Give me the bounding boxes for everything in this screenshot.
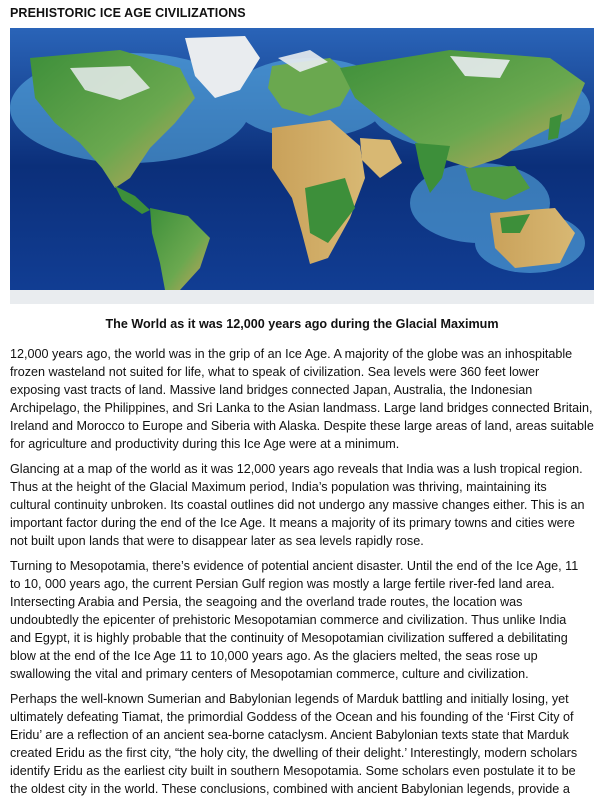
paragraph-line: blow at the end of the Ice Age 11 to 10,000 years ago. As the glaciers melted, the seas rose up xyxy=(10,649,538,663)
world-map-image xyxy=(10,28,594,304)
paragraph-line: ultimately defeating Tiamat, the primordial Goddess of the Ocean and his founding of the ‘First City of xyxy=(10,710,574,724)
paragraph-line: for agriculture and productivity during this Ice Age were at a minimum. xyxy=(10,437,400,451)
paragraph-4 xyxy=(10,690,596,798)
paragraph-line: to 10, 000 years ago, the current Persian Gulf region was mostly a large fertile river-fed land area. xyxy=(10,577,555,591)
paragraph-line: swallowing the vital and primary centers of Mesopotamian commerce, culture and civilization. xyxy=(10,667,529,681)
paragraph-line: Eridu’ are a reflection of an ancient sea-borne cataclysm. Ancient Babylonian texts state that Marduk xyxy=(10,728,569,742)
paragraph-line: Intersecting Arabia and Persia, the seagoing and the overland trade routes, the location was xyxy=(10,595,523,609)
paragraph-line: 12,000 years ago, the world was in the grip of an Ice Age. A majority of the globe was an inhospitable xyxy=(10,347,573,361)
paragraph-line: the oldest city in the world. These conclusions, combined with ancient Babylonian legends, provide a xyxy=(10,782,570,796)
paragraph-line: Glancing at a map of the world as it was 12,000 years ago reveals that India was a lush tropical region. xyxy=(10,462,583,476)
paragraph-line: frozen wasteland not suited for life, what to speak of civilization. Sea levels were 360 feet lower xyxy=(10,365,540,379)
paragraph-line: Turning to Mesopotamia, there’s evidence of potential ancient disaster. Until the end of the Ice Age, 11 xyxy=(10,559,579,573)
paragraph-line: and Egypt, it is highly probable that the continuity of Mesopotamian civilization suffered a debilitating xyxy=(10,631,568,645)
paragraph-line: Ireland and Morocco to Europe and Siberia with Alaska. Despite these large areas of land, areas suitable xyxy=(10,419,594,433)
paragraph-1 xyxy=(10,345,596,453)
paragraph-line: undoubtedly the epicenter of prehistoric Mesopotamian commerce and civilization. Thus unlike India xyxy=(10,613,567,627)
paragraph-2 xyxy=(10,460,596,550)
paragraph-line: identify Eridu as the earliest city built in southern Mesopotamia. Some scholars even postulate it to be xyxy=(10,764,576,778)
paragraph-line: Thus at the height of the Glacial Maximum period, India’s population was thriving, maintaining its xyxy=(10,480,547,494)
paragraph-line: cultural continuity unbroken. Its coastal outlines did not undergo any massive changes either. This is an xyxy=(10,498,585,512)
figure-caption: The World as it was 12,000 years ago during the Glacial Maximum xyxy=(105,317,499,331)
paragraph-line: Perhaps the well-known Sumerian and Babylonian legends of Marduk battling and initially losing, yet xyxy=(10,692,569,706)
paragraph-line: Archipelago, the Philippines, and Sri Lanka to the Asian landmass. Large land bridges connected Britain, xyxy=(10,401,593,415)
paragraph-line: created Eridu as the first city, “the holy city, the dwelling of their delight.’ Interestingly, modern scholars xyxy=(10,746,578,760)
paragraph-line: not built upon lands that were to disappear later as sea levels rapidly rose. xyxy=(10,534,424,548)
document-title: PREHISTORIC ICE AGE CIVILIZATIONS xyxy=(10,6,246,20)
paragraph-line: important factor during the end of the Ice Age. It means a majority of its primary towns and cities were xyxy=(10,516,575,530)
paragraph-line: exposing vast tracts of land. Massive land bridges connected Japan, Australia, the Indonesian xyxy=(10,383,533,397)
world-map-figure xyxy=(10,28,594,304)
paragraph-3 xyxy=(10,557,596,683)
